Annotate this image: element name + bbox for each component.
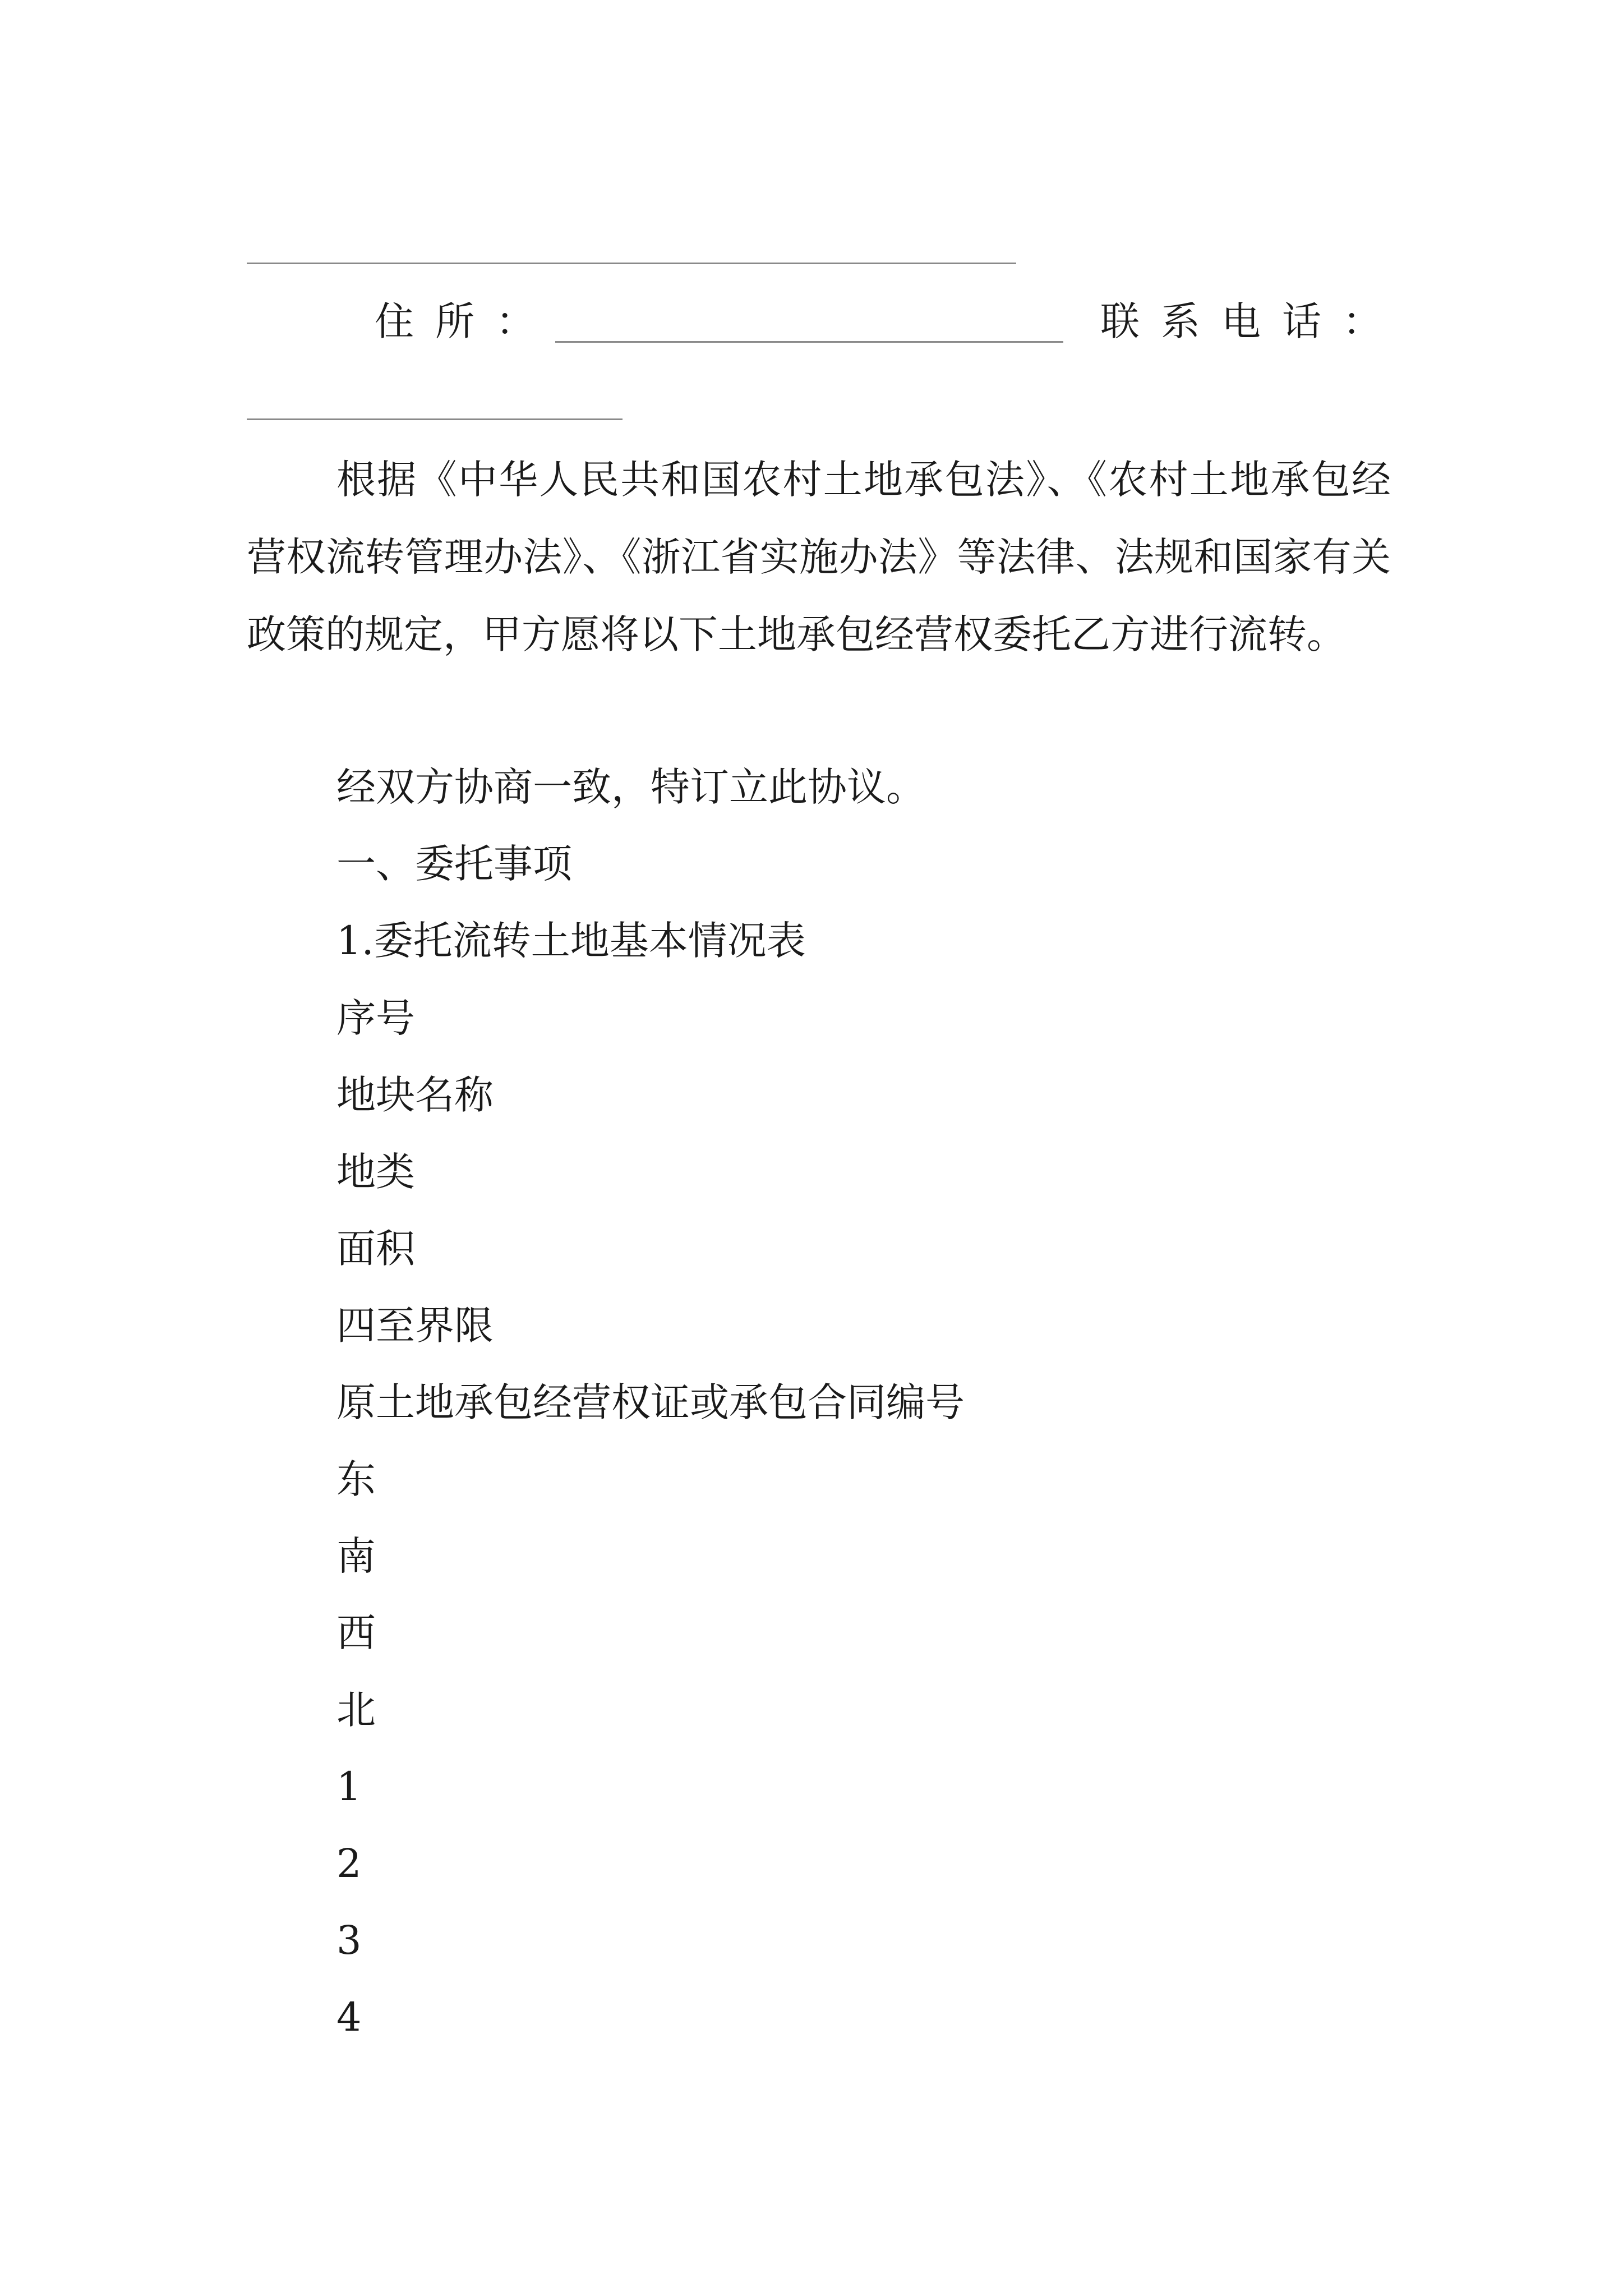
table-header-land-type: 地类 bbox=[336, 1149, 415, 1195]
row-number-3: 3 bbox=[336, 1917, 362, 1963]
agreement-line: 经双方协商一致，特订立此协议。 bbox=[336, 764, 925, 810]
table-header-plot-name: 地块名称 bbox=[336, 1072, 494, 1118]
row-number-1: 1 bbox=[336, 1764, 362, 1810]
address-label: 住所： bbox=[375, 298, 556, 344]
address-blank-line bbox=[555, 341, 1063, 343]
boundary-east: 东 bbox=[336, 1456, 376, 1502]
row-number-4: 4 bbox=[336, 1994, 362, 2040]
blank-underline-top bbox=[247, 263, 1016, 264]
intro-paragraph: 根据《中华人民共和国农村土地承包法》、《农村土地承包经营权流转管理办法》、《浙江省实施办法》等法律、法规和国家有关政策的规定，甲方愿将以下土地承包经营权委托乙方进行流转。 bbox=[247, 457, 1391, 657]
row-number-2: 2 bbox=[336, 1841, 362, 1887]
table-header-serial: 序号 bbox=[336, 995, 415, 1041]
table-header-contract-number: 原土地承包经营权证或承包合同编号 bbox=[336, 1379, 965, 1425]
table-header-boundaries: 四至界限 bbox=[336, 1303, 494, 1349]
phone-label: 联系电话： bbox=[1100, 298, 1403, 344]
boundary-south: 南 bbox=[336, 1533, 376, 1579]
boundary-north: 北 bbox=[336, 1687, 376, 1733]
table-title: 1.委托流转土地基本情况表 bbox=[336, 918, 806, 964]
phone-blank-line bbox=[247, 418, 623, 420]
section-heading: 一、委托事项 bbox=[336, 841, 572, 887]
table-header-area: 面积 bbox=[336, 1226, 415, 1272]
boundary-west: 西 bbox=[336, 1610, 376, 1656]
